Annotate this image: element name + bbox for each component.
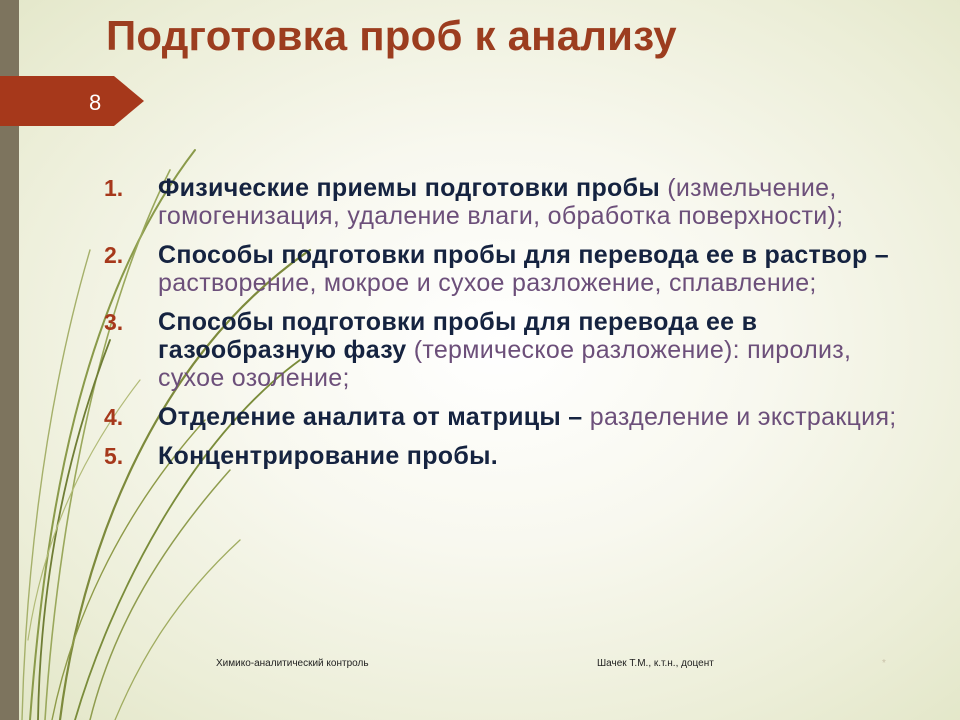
footer-marker: * — [882, 658, 886, 669]
list-item-number: 2. — [104, 242, 124, 268]
list-item-bold: Отделение аналита от матрицы – — [158, 403, 583, 431]
list-item-number: 3. — [104, 309, 124, 335]
list-item-number: 1. — [104, 175, 124, 201]
list-item — [104, 403, 904, 431]
list-item-text — [158, 442, 904, 470]
list-item-rest: разделение и экстракция; — [582, 403, 897, 431]
page-title: Подготовка проб к анализу — [106, 12, 677, 59]
list-item-rest: (термическое разложение): пиролиз, сухое озоление; — [158, 336, 852, 392]
list-item-text — [158, 403, 904, 431]
list-item-bold: Концентрирование пробы. — [158, 442, 498, 470]
list-item-rest: растворение, мокрое и сухое разложение, сплавление; — [158, 269, 817, 297]
page-number-badge — [0, 76, 144, 126]
list-item-rest: (измельчение, гомогенизация, удаление влаги, обработка поверхности); — [158, 174, 844, 230]
list-item — [104, 241, 904, 297]
list-item-text — [158, 241, 904, 297]
content-list — [104, 174, 904, 481]
page-number: 8 — [89, 90, 102, 115]
list-item-bold: Способы подготовки пробы для перевода ее в газообразную фазу — [158, 308, 758, 364]
list-item — [104, 308, 904, 392]
list-item-bold: Способы подготовки пробы для перевода ее в раствор – — [158, 241, 889, 269]
footer-course: Химико-аналитический контроль — [216, 658, 369, 669]
list-item-number: 4. — [104, 404, 124, 430]
list-item-number: 5. — [104, 443, 124, 469]
list-item-bold: Физические приемы подготовки пробы — [158, 174, 660, 202]
footer-author: Шачек Т.М., к.т.н., доцент — [597, 658, 714, 669]
list-item — [104, 442, 904, 470]
list-item — [104, 174, 904, 230]
list-item-text — [158, 308, 904, 392]
list-item-text — [158, 174, 904, 230]
